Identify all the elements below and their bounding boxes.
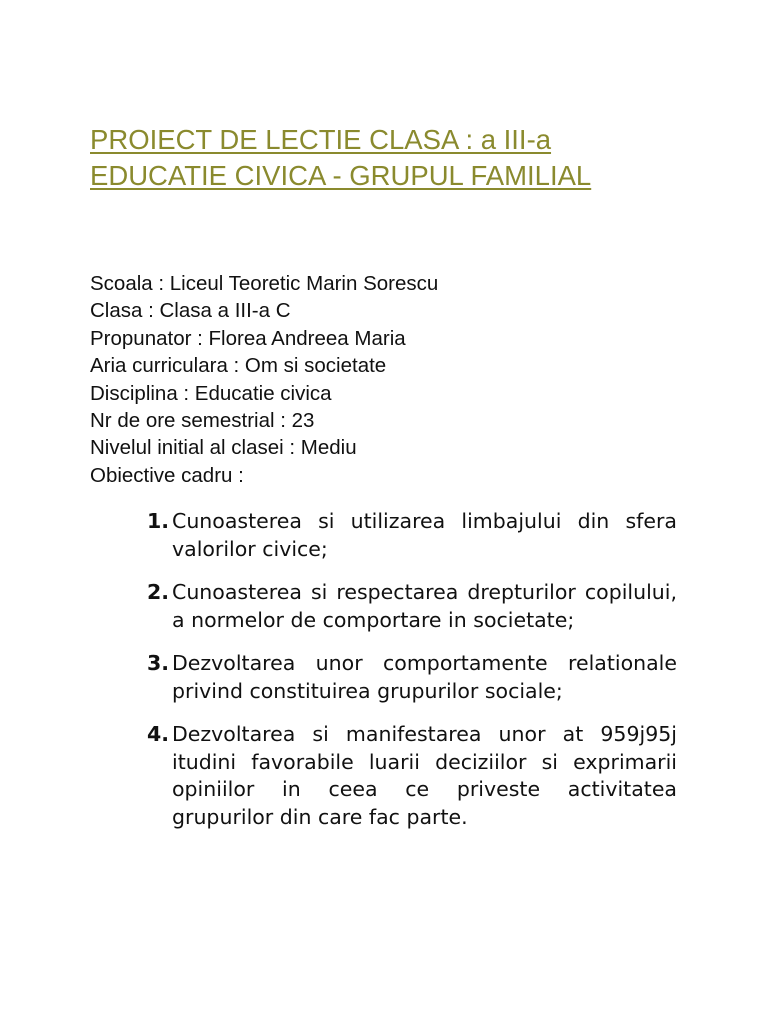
info-school: Scoala : Liceul Teoretic Marin Sorescu — [90, 272, 439, 295]
objective-number: 1. — [147, 509, 170, 533]
title-line-2: EDUCATIE CIVICA - GRUPUL FAMILIAL — [90, 160, 592, 191]
info-hours: Nr de ore semestrial : 23 — [90, 409, 315, 433]
objective-number: 2. — [147, 580, 170, 604]
objective-item — [146, 579, 677, 634]
info-discipline: Disciplina : Educatie civica — [90, 381, 332, 405]
objective-item — [146, 508, 677, 563]
objective-number: 4. — [147, 722, 170, 746]
info-objectives-heading: Obiective cadru : — [90, 463, 244, 487]
info-initial-level: Nivelul initial al clasei : Mediu — [90, 436, 357, 460]
info-proposer: Propunator : Florea Andreea Maria — [90, 326, 406, 350]
objective-item — [146, 721, 677, 831]
objective-text: Cunoasterea si respectarea drepturilor copilului, a normelor de comportare in societate; — [172, 580, 677, 632]
info-curricular-area: Aria curriculara : Om si societate — [90, 354, 387, 378]
info-class: Clasa : Clasa a III-a C — [90, 299, 291, 323]
objective-text: Cunoasterea si utilizarea limbajului din sfera valorilor civice; — [172, 509, 677, 561]
title-line-1: PROIECT DE LECTIE CLASA : a III-a — [90, 124, 552, 155]
objective-number: 3. — [147, 651, 170, 675]
lesson-info-list — [90, 270, 650, 489]
objectives-list — [146, 508, 677, 847]
objective-item — [146, 650, 677, 705]
objective-text: Dezvoltarea unor comportamente relationale privind constituirea grupurilor sociale; — [172, 651, 677, 703]
objective-text: Dezvoltarea si manifestarea unor at 959j95j itudini favorabile luarii deciziilor si exprimarii opiniilor in ceea ce priveste activitatea grupurilor din care fac parte. — [172, 722, 677, 829]
document-title — [90, 122, 730, 194]
